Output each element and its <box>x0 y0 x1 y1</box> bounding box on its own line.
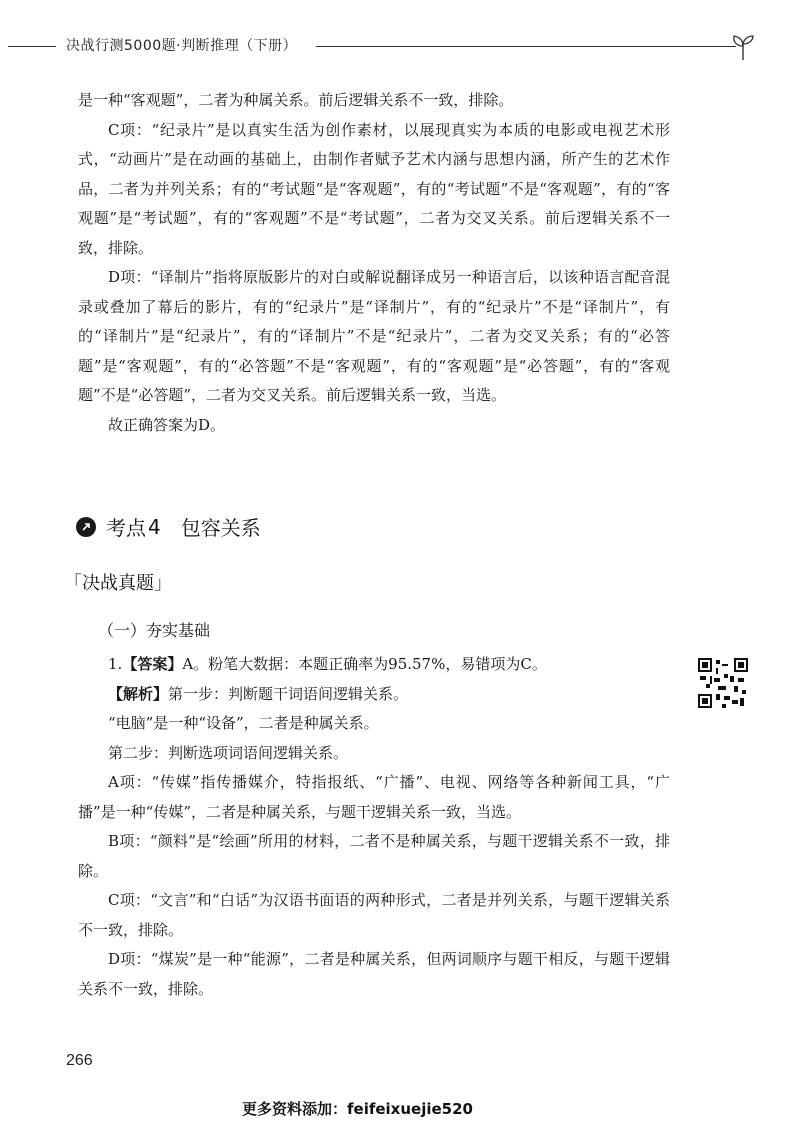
sprout-icon <box>728 32 758 62</box>
answer-continuation <box>78 86 670 440</box>
book-title: 决战行测5000题·判断推理（下册） <box>66 38 298 54</box>
stem-relation: “电脑”是一种“设备”，二者是种属关系。 <box>108 714 379 732</box>
analysis-step2: 第二步：判断选项词语间逻辑关系。 <box>108 743 349 762</box>
header-rule-left <box>8 46 56 47</box>
running-header <box>0 32 800 62</box>
paragraph-option-c: C项：“纪录片”是以真实生活为创作素材，以展现真实为本质的电影或电视艺术形式，“动画片”是在动画的基础上，由制作者赋予艺术内涵与思想内涵，所产生的艺术作品，二者为并列关系；有的“考试题”是“客观题”，有的“考试题”不是“客观题”，有的“客观题”是“考试题”，有的“客观题”不是“考试题”，二者为交叉关系。前后逻辑关系不一致，排除。 <box>78 120 670 257</box>
question-number: 1. <box>108 655 123 673</box>
paragraph: 是一种“客观题”，二者为种属关系。前后逻辑关系不一致，排除。 <box>78 91 514 109</box>
analysis-step1: 第一步：判断题干词语间逻辑关系。 <box>168 684 409 703</box>
qr-code-icon <box>698 658 748 708</box>
footer-note: 更多资料添加：feifeixuejie520 <box>242 1100 473 1118</box>
paragraph-conclusion: 故正确答案为D。 <box>108 415 226 434</box>
option-c: C项：“文言”和“白话”为汉语书面语的两种形式，二者是并列关系，与题干逻辑关系不一致，排除。 <box>78 891 670 939</box>
option-d: D项：“煤炭”是一种“能源”，二者是种属关系，但两词顺序与题干相反，与题干逻辑关系不一致，排除。 <box>78 950 670 998</box>
option-a: A项：“传媒”指传播媒介，特指报纸、“广播”、电视、网络等各种新闻工具，“广播”是一种“传媒”，二者是种属关系，与题干逻辑关系一致，当选。 <box>78 773 670 821</box>
page-number: 266 <box>66 1052 93 1069</box>
answer-text: A。粉笔大数据：本题正确率为95.57%，易错项为C。 <box>182 655 547 673</box>
header-rule-right <box>316 46 736 47</box>
paragraph-option-d: D项：“译制片”指将原版影片的对白或解说翻译成另一种语言后，以该种语言配音混录或叠加了幕后的影片，有的“纪录片”是“译制片”，有的“纪录片”不是“译制片”，有的“译制片”是“纪录片”，有的“译制片”不是“纪录片”，二者为交叉关系；有的“必答题”是“客观题”，有的“必答题”不是“客观题”，有的“客观题”是“必答题”，有的“客观题”不是“必答题”，二者为交叉关系。前后逻辑关系一致，当选。 <box>78 268 670 404</box>
sub-heading: （一）夯实基础 <box>98 621 211 640</box>
analysis-tag: 【解析】 <box>108 684 169 703</box>
answer-tag: 【答案】 <box>122 655 183 673</box>
section-bullet-icon <box>76 517 96 537</box>
section-number: 4 <box>148 514 161 539</box>
section-heading <box>76 512 261 541</box>
zhenti-label: 「决战真题」 <box>64 573 172 594</box>
section-title: 包容关系 <box>180 516 261 540</box>
answer-line <box>78 650 670 680</box>
section-label: 考点 <box>106 516 146 540</box>
option-b: B项：“颜料”是“绘画”所用的材料，二者不是种属关系，与题干逻辑关系不一致，排除。 <box>78 832 670 880</box>
question-explanation <box>78 650 670 1004</box>
analysis-line <box>78 680 670 710</box>
